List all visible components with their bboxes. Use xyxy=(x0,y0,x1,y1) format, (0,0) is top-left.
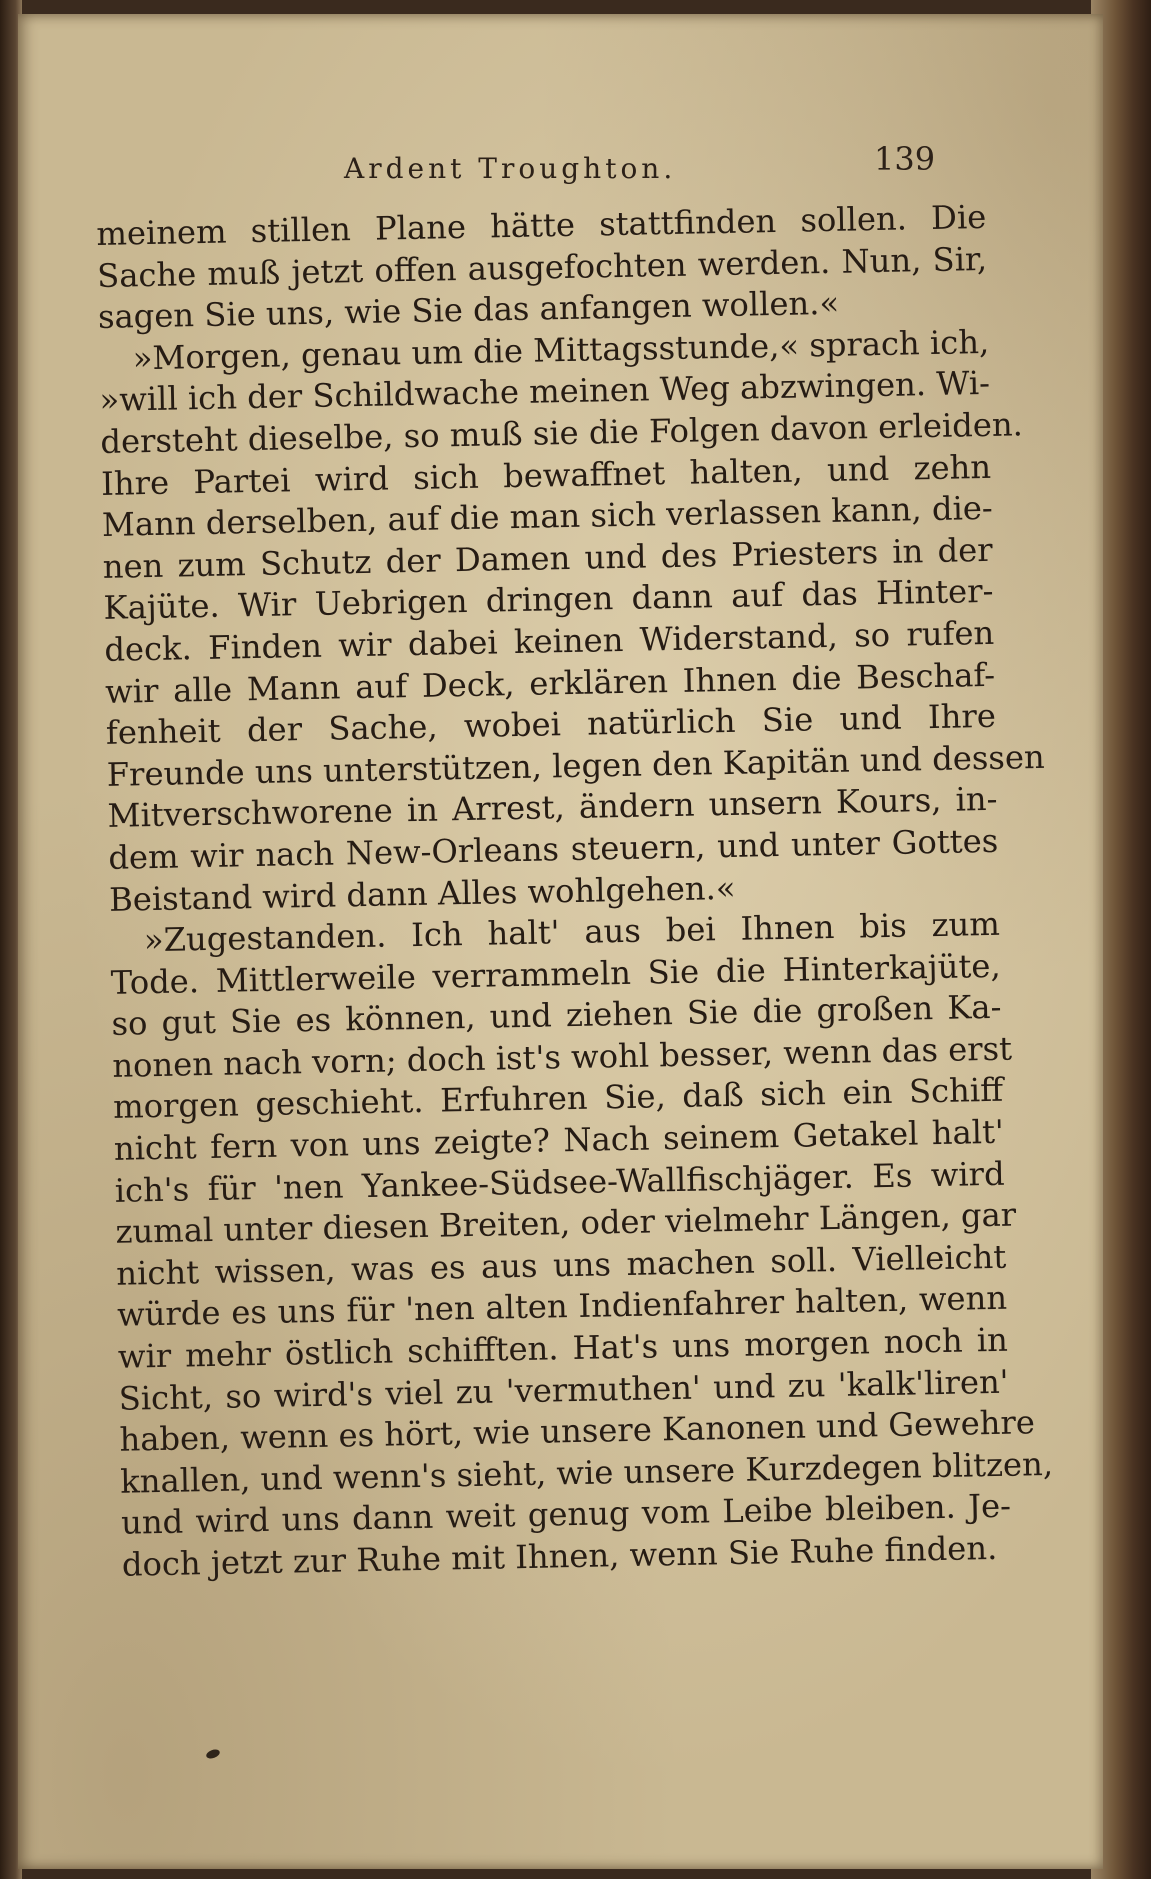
text-line: Freunde uns unterstützen, legen den Kapitän und dessen xyxy=(106,737,1045,794)
text-line: wir mehr östlich schifften. Hat's uns morgen noch in xyxy=(117,1320,1009,1376)
text-line: ich's für 'nen Yankee-Südsee-Wallfischjäger. Es wird xyxy=(114,1154,1005,1210)
text-line: würde es uns für 'nen alten Indienfahrer halten, wenn xyxy=(116,1279,1008,1335)
text-line: so gut Sie es können, und ziehen Sie die großen Ka- xyxy=(111,988,1002,1044)
text-line: nonen nach vorn; doch ist's wohl besser, wenn das erst xyxy=(111,1029,1013,1085)
text-line: Sache muß jetzt offen ausgefochten werden. Nun, Sir, xyxy=(96,239,988,295)
text-line: knallen, und wenn's sieht, wie unsere Kurzdegen blitzen, xyxy=(119,1444,1054,1501)
text-line: Ihre Partei wird sich bewaffnet halten, und zehn xyxy=(100,447,992,503)
text-line: Mitverschworene in Arrest, ändern unsern Kours, in- xyxy=(107,780,998,836)
text-line: Mann derselben, auf die man sich verlassen kann, die- xyxy=(101,488,994,545)
text-line: »Morgen, genau um die Mittagsstunde,« sprach ich, xyxy=(132,322,990,378)
text-line: doch jetzt zur Ruhe mit Ihnen, wenn Sie Ruhe finden. xyxy=(121,1528,998,1584)
book-page xyxy=(18,14,1103,1869)
text-line: »will ich der Schildwache meinen Weg abzwingen. Wi- xyxy=(99,364,991,420)
text-line: und wird uns dann weit genug vom Leibe bleiben. Je- xyxy=(120,1487,1012,1543)
text-line: wir alle Mann auf Deck, erklären Ihnen die Beschaf- xyxy=(104,655,996,711)
text-line: morgen geschieht. Erfuhren Sie, daß sich ein Schiff xyxy=(112,1071,1004,1127)
text-line: nicht fern von uns zeigte? Nach seinem Getakel halt' xyxy=(113,1112,1005,1168)
text-line: Tode. Mittlerweile verrammeln Sie die Hinterkajüte, xyxy=(110,946,1001,1002)
text-line: Kajüte. Wir Uebrigen dringen dann auf das Hinter- xyxy=(103,572,994,628)
text-line: fenheit der Sache, wobei natürlich Sie und Ihre xyxy=(105,696,997,753)
text-line: Sicht, so wird's viel zu 'vermuthen' und zu 'kalk'liren' xyxy=(118,1362,1009,1418)
body-text xyxy=(96,197,1054,1586)
text-line: sagen Sie uns, wie Sie das anfangen wollen.« xyxy=(97,283,840,337)
text-line: dem wir nach New-Orleans steuern, und unter Gottes xyxy=(107,821,999,877)
text-line: zumal unter diesen Breiten, oder vielmehr Längen, gar xyxy=(115,1195,1017,1252)
text-line: »Zugestanden. Ich halt' aus bei Ihnen bis zum xyxy=(143,904,1001,960)
text-line: haben, wenn es hört, wie unsere Kanonen und Gewehre xyxy=(119,1403,1036,1459)
text-line: dersteht dieselbe, so muß sie die Folgen davon erleiden. xyxy=(100,405,1024,461)
text-line: deck. Finden wir dabei keinen Widerstand, so rufen xyxy=(104,613,995,669)
text-line: meinem stillen Plane hätte stattfinden sollen. Die xyxy=(96,197,987,253)
text-line: Beistand wird dann Alles wohlgehen.« xyxy=(108,868,736,919)
text-line: nen zum Schutz der Damen und des Priesters in der xyxy=(102,530,993,586)
running-head-title: Ardent Troughton. xyxy=(344,152,677,185)
text-line: nicht wissen, was es aus uns machen soll. Vielleicht xyxy=(115,1237,1007,1293)
page-number: 139 xyxy=(874,140,936,178)
ink-stain xyxy=(205,1748,221,1760)
